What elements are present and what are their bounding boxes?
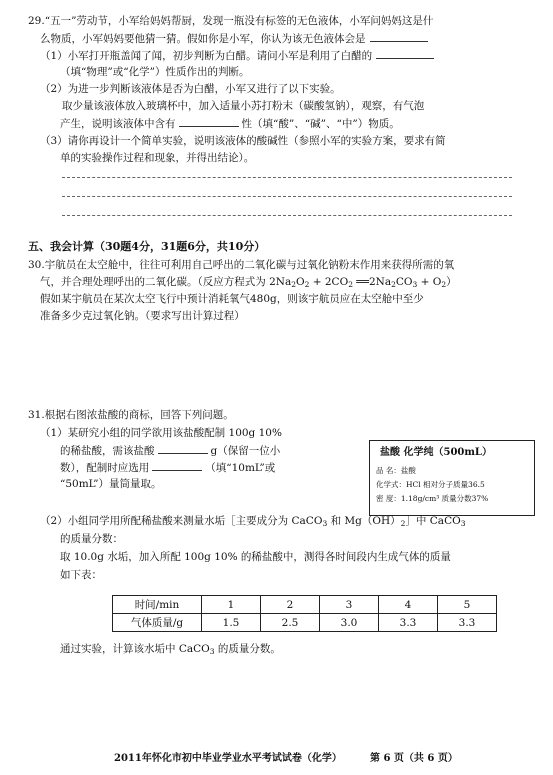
q29-line7 <box>60 116 400 131</box>
q30-eq-part-d: ══2Na <box>352 276 392 288</box>
q31-1a-blank[interactable] <box>158 443 208 454</box>
q31-line3-text-a: 的稀盐酸，需该盐酸 <box>60 445 155 457</box>
q29-1-blank[interactable] <box>376 48 434 59</box>
acid-label-name: 品 名：盐酸 <box>376 466 416 475</box>
q31-line9: 如下表： <box>60 569 102 581</box>
q31-line7: 的质量分数： <box>60 533 123 545</box>
table-cell: 3.3 <box>379 614 438 632</box>
q29-line6: 取少量该液体放入玻璃杯中，加入适量小苏打粉末（碳酸氢钠），观察，有气泡 <box>62 100 425 112</box>
table-header-cell: 1 <box>202 596 261 614</box>
table-row <box>113 614 497 632</box>
q30-eq-part-g: ） <box>446 276 457 288</box>
q30-sub: 2 <box>391 280 396 289</box>
q31-line10-text-b: 的质量分数。 <box>214 643 281 655</box>
q29-answer-line-2[interactable] <box>62 196 512 197</box>
q29-2-blank[interactable] <box>179 116 239 127</box>
q31-1b-blank[interactable] <box>152 460 202 471</box>
q31-line6-text-c: ］中 CaCO <box>405 515 461 527</box>
q30-line1: 30.宇航员在太空舱中，往往可利用自己呼出的二氧化碳与过氧化钠粉末作用来获得所需的氧 <box>28 259 455 271</box>
q31-line4-text-b: （填“10mL”或 <box>205 462 276 474</box>
q29-line2-text: 么物质，小军妈妈要他猜一猜。假如你是小军，你认为该无色液体会是 <box>40 33 366 45</box>
table-cell: 气体质量/g <box>113 614 202 632</box>
q29-line3-text: （1）小军打开瓶盖闻了闻，初步判断为白醋。请问小军是利用了白醋的 <box>40 50 373 62</box>
table-cell: 3.3 <box>438 614 497 632</box>
table-row <box>113 596 497 614</box>
q31-line4-text-a: 数），配制时应选用 <box>60 462 150 474</box>
q31-sub: 3 <box>209 647 215 656</box>
q29-answer-blank[interactable] <box>370 31 428 42</box>
q30-sub: 2 <box>348 280 353 289</box>
q30-sub: 2 <box>304 280 310 289</box>
q29-line7-text-a: 产生，说明该液体中含有 <box>60 118 176 130</box>
q31-sub: 2 <box>400 519 406 528</box>
q31-line2: （1）某研究小组的同学欲用该盐酸配制 100g 10% <box>40 427 282 439</box>
acid-label-title: 盐酸 化学纯（500mL） <box>380 447 492 458</box>
q30-sub: 2 <box>441 280 447 289</box>
q30-line3: 假如某宇航员在某次太空飞行中预计消耗氧气480g，则该宇航员应在太空舱中至少 <box>40 293 424 305</box>
acid-label-box <box>369 440 535 516</box>
gas-mass-table <box>112 595 497 632</box>
q29-line7-text-b: 性（填“酸”、“碱”、“中”）物质。 <box>241 118 400 130</box>
q29-line4: （填“物理”或“化学”）性质作出的判断。 <box>60 66 250 78</box>
table-cell: 2.5 <box>261 614 320 632</box>
table-cell: 1.5 <box>202 614 261 632</box>
q29-line8: （3）请你再设计一个简单实验，说明该液体的酸碱性（参照小军的实验方案，要求有简 <box>40 135 446 147</box>
table-header-cell: 4 <box>379 596 438 614</box>
q31-line1: 31.根据右图浓盐酸的商标，回答下列问题。 <box>28 409 234 421</box>
q29-line2 <box>40 31 428 46</box>
table-header-cell: 5 <box>438 596 497 614</box>
q30-sub: 3 <box>412 280 418 289</box>
q31-sub: 3 <box>460 519 466 528</box>
q29-line3 <box>40 48 434 63</box>
q31-line6-text-b: 和 Mg（OH） <box>327 515 401 527</box>
q31-sub: 3 <box>322 519 328 528</box>
q31-line3-text-b: g（保留一位小 <box>210 445 281 457</box>
q31-line8: 取 10.0g 水垢，加入所配 100g 10% 的稀盐酸中，测得各时间段内生成气体的质量 <box>60 551 451 563</box>
footer-page-number: 第 6 页（共 6 页） <box>370 753 458 764</box>
q29-answer-line-1[interactable] <box>62 177 512 178</box>
q30-eq-part-f: + O <box>417 276 442 288</box>
q30-sub: 2 <box>291 280 296 289</box>
footer-exam-title: 2011年怀化市初中毕业学业水平考试试卷（化学） <box>114 753 342 764</box>
q29-line5: （2）为进一步判断该液体是否为白醋，小军又进行了以下实验。 <box>40 83 341 95</box>
q30-line2 <box>40 275 457 292</box>
q29-line9: 单的实验操作过程和现象，并得出结论）。 <box>60 152 255 164</box>
table-header-cell: 时间/min <box>113 596 202 614</box>
q31-line6 <box>40 514 466 531</box>
table-header-cell: 2 <box>261 596 320 614</box>
q29-answer-line-3[interactable] <box>62 215 512 216</box>
q31-line10-text-a: 通过实验，计算该水垢中 CaCO <box>60 643 210 655</box>
table-cell: 3.0 <box>320 614 379 632</box>
q30-line4: 准备多少克过氧化钠。（要求写出计算过程） <box>40 310 245 322</box>
q30-eq-part-a: 气，并合理处理呼出的二氧化碳。（反应方程式为 2Na <box>40 276 292 288</box>
q31-line3 <box>60 443 280 458</box>
q30-eq-part-b: O <box>296 276 305 288</box>
table-header-cell: 3 <box>320 596 379 614</box>
q30-eq-part-c: + 2CO <box>309 276 349 288</box>
q31-line5: “50mL”）量筒量取。 <box>60 478 162 490</box>
acid-label-density: 密 度：1.18g/cm³ 质量分数37% <box>376 494 489 503</box>
q29-line1: 29.“五一”劳动节，小军给妈妈帮厨，发现一瓶没有标签的无色液体，小军问妈妈这是什 <box>28 15 434 27</box>
q30-eq-part-e: CO <box>395 276 413 288</box>
q31-line4 <box>60 460 275 475</box>
section5-heading: 五、我会计算（30题4分，31题6分，共10分） <box>28 240 266 253</box>
q31-line10 <box>60 642 281 659</box>
q31-line6-text-a: （2）小组同学用所配稀盐酸来测量水垢［主要成分为 CaCO <box>40 515 323 527</box>
acid-label-formula: 化学式：HCl 相对分子质量36.5 <box>376 480 485 489</box>
